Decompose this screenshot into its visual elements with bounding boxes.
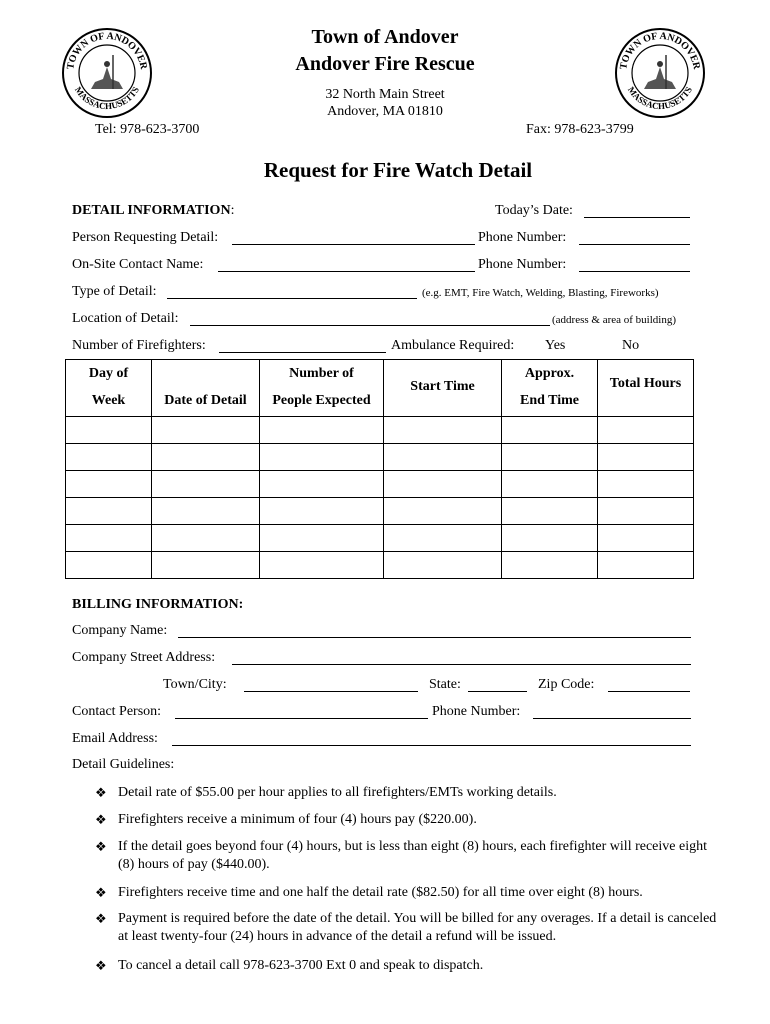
table-cell[interactable] xyxy=(502,498,598,525)
zip-code-field[interactable] xyxy=(608,691,690,692)
todays-date-label: Today’s Date: xyxy=(495,203,573,218)
company-name-field[interactable] xyxy=(178,637,691,638)
bullet-icon: ❖ xyxy=(95,839,107,854)
col-date-of-detail: Date of Detail xyxy=(152,360,260,417)
phone-number-label: Phone Number: xyxy=(478,230,567,245)
table-cell[interactable] xyxy=(260,525,384,552)
person-requesting-label: Person Requesting Detail: xyxy=(72,230,219,245)
col-total-hours: Total Hours xyxy=(598,360,694,417)
table-cell[interactable] xyxy=(502,444,598,471)
svg-text:MASSACHUSETTS: MASSACHUSETTS xyxy=(625,84,695,112)
table-cell[interactable] xyxy=(598,417,694,444)
table-cell[interactable] xyxy=(152,471,260,498)
seal-bottom-text: MASSACHUSETTS xyxy=(72,84,142,112)
onsite-phone-field[interactable] xyxy=(579,271,690,272)
table-cell[interactable] xyxy=(66,417,152,444)
table-cell[interactable] xyxy=(66,552,152,579)
table-row xyxy=(66,471,694,498)
table-cell[interactable] xyxy=(384,444,502,471)
email-field[interactable] xyxy=(172,745,691,746)
bullet-icon: ❖ xyxy=(95,958,107,973)
detail-section-label: DETAIL INFORMATION: xyxy=(72,203,235,218)
contact-person-label: Contact Person: xyxy=(72,704,162,719)
table-cell[interactable] xyxy=(502,417,598,444)
person-requesting-field[interactable] xyxy=(232,244,475,245)
onsite-contact-label: On-Site Contact Name: xyxy=(72,257,204,272)
requester-phone-field[interactable] xyxy=(579,244,690,245)
svg-text:TOWN OF ANDOVER: TOWN OF ANDOVER xyxy=(618,30,702,71)
table-cell[interactable] xyxy=(66,444,152,471)
street-address: 32 North Main Street xyxy=(325,87,445,102)
contact-person-field[interactable] xyxy=(175,718,428,719)
table-cell[interactable] xyxy=(502,471,598,498)
guideline-item: Detail rate of $55.00 per hour applies to all firefighters/EMTs working details. xyxy=(118,785,557,800)
table-row xyxy=(66,417,694,444)
table-cell[interactable] xyxy=(598,552,694,579)
guidelines-label: Detail Guidelines: xyxy=(72,757,175,772)
state-field[interactable] xyxy=(468,691,527,692)
table-cell[interactable] xyxy=(598,525,694,552)
billing-phone-field[interactable] xyxy=(533,718,691,719)
table-cell[interactable] xyxy=(152,417,260,444)
num-firefighters-label: Number of Firefighters: xyxy=(72,338,206,353)
col-start-time: Start Time xyxy=(384,360,502,417)
table-cell[interactable] xyxy=(598,471,694,498)
table-cell[interactable] xyxy=(502,525,598,552)
guideline-item: Payment is required before the date of the detail. You will be billed for any overages. If a detail is canceled at least twenty-four (24) hours in advance of the detail a refund will be issued. xyxy=(118,911,717,944)
email-label: Email Address: xyxy=(72,731,158,746)
seal-top-text: TOWN OF ANDOVER xyxy=(65,30,149,71)
num-firefighters-field[interactable] xyxy=(219,352,386,353)
table-cell[interactable] xyxy=(384,498,502,525)
table-cell[interactable] xyxy=(384,471,502,498)
fax: Fax: 978-623-3799 xyxy=(526,122,634,137)
onsite-contact-field[interactable] xyxy=(218,271,475,272)
guideline-item: To cancel a detail call 978-623-3700 Ext 0 and speak to dispatch. xyxy=(118,958,484,973)
table-row xyxy=(66,525,694,552)
type-of-detail-label: Type of Detail: xyxy=(72,284,157,299)
city-address: Andover, MA 01810 xyxy=(327,104,443,119)
table-cell[interactable] xyxy=(260,552,384,579)
table-cell[interactable] xyxy=(384,417,502,444)
billing-phone-label: Phone Number: xyxy=(432,704,521,719)
form-title: Request for Fire Watch Detail xyxy=(263,158,533,182)
company-name-label: Company Name: xyxy=(72,623,168,638)
col-end-time: Approx. End Time xyxy=(502,360,598,417)
table-row xyxy=(66,498,694,525)
zip-code-label: Zip Code: xyxy=(538,677,595,692)
table-cell[interactable] xyxy=(152,444,260,471)
bullet-icon: ❖ xyxy=(95,785,107,800)
billing-section-label: BILLING INFORMATION: xyxy=(72,597,244,612)
town-city-label: Town/City: xyxy=(163,677,227,692)
table-cell[interactable] xyxy=(260,471,384,498)
table-cell[interactable] xyxy=(598,444,694,471)
town-city-field[interactable] xyxy=(244,691,418,692)
guideline-item: Firefighters receive time and one half the detail rate ($82.50) for all time over eight (8) hours. xyxy=(118,885,643,900)
department-name: Andover Fire Rescue xyxy=(295,53,475,75)
bullet-icon: ❖ xyxy=(95,812,107,827)
table-cell[interactable] xyxy=(66,498,152,525)
table-cell[interactable] xyxy=(502,552,598,579)
table-cell[interactable] xyxy=(598,498,694,525)
schedule-table xyxy=(65,359,694,579)
phone-number-label: Phone Number: xyxy=(478,257,567,272)
table-cell[interactable] xyxy=(260,498,384,525)
col-day-of-week: Day of Week xyxy=(66,360,152,417)
ambulance-no-option[interactable]: No xyxy=(622,338,640,353)
guideline-item: If the detail goes beyond four (4) hours, but is less than eight (8) hours, each firefighter will receive eight (8) hours of pay ($440.00). xyxy=(118,839,707,872)
ambulance-yes-option[interactable]: Yes xyxy=(545,338,566,353)
telephone: Tel: 978-623-3700 xyxy=(95,122,200,137)
town-name: Town of Andover xyxy=(311,26,459,48)
table-cell[interactable] xyxy=(260,417,384,444)
table-cell[interactable] xyxy=(152,498,260,525)
location-field[interactable] xyxy=(190,325,550,326)
location-hint: (address & area of building) xyxy=(552,314,677,326)
table-cell[interactable] xyxy=(384,552,502,579)
todays-date-field[interactable] xyxy=(584,217,690,218)
table-row xyxy=(66,444,694,471)
table-cell[interactable] xyxy=(66,525,152,552)
type-of-detail-field[interactable] xyxy=(167,298,417,299)
bullet-icon: ❖ xyxy=(95,911,107,926)
company-street-field[interactable] xyxy=(232,664,691,665)
type-of-detail-hint: (e.g. EMT, Fire Watch, Welding, Blasting, Fireworks) xyxy=(422,287,659,299)
ambulance-label: Ambulance Required: xyxy=(391,338,515,353)
table-cell[interactable] xyxy=(260,444,384,471)
company-street-label: Company Street Address: xyxy=(72,650,216,665)
guideline-item: Firefighters receive a minimum of four (4) hours pay ($220.00). xyxy=(118,812,477,827)
table-cell[interactable] xyxy=(66,471,152,498)
location-label: Location of Detail: xyxy=(72,311,179,326)
table-cell[interactable] xyxy=(152,525,260,552)
table-cell[interactable] xyxy=(152,552,260,579)
table-cell[interactable] xyxy=(384,525,502,552)
col-number-of-people: Number of People Expected xyxy=(260,360,384,417)
state-label: State: xyxy=(429,677,461,692)
table-row xyxy=(66,552,694,579)
bullet-icon: ❖ xyxy=(95,885,107,900)
